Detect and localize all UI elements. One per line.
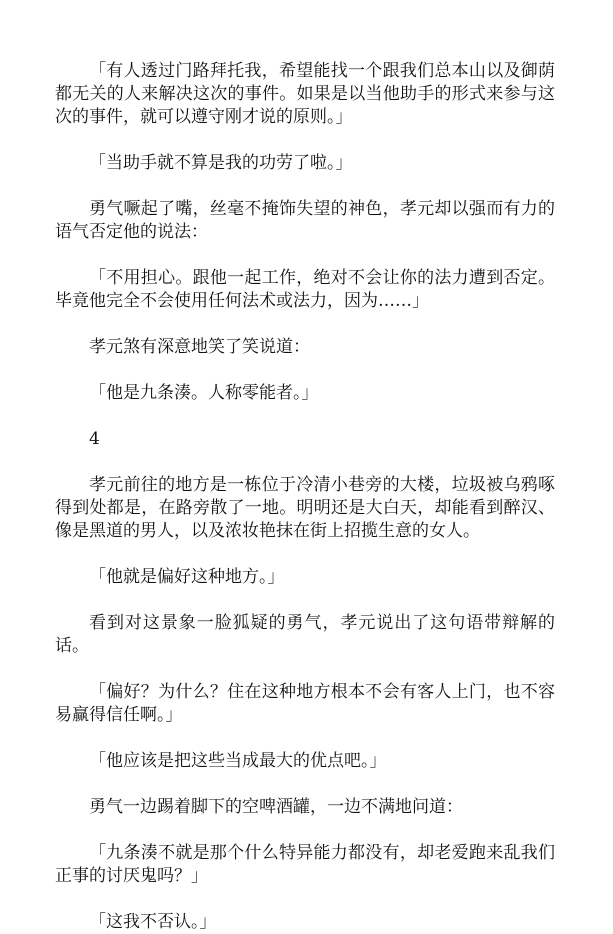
section-number: 4 (89, 429, 100, 449)
paragraph-3: 勇气噘起了嘴，丝毫不掩饰失望的神色，孝元却以强而有力的语气否定他的说法： (55, 199, 555, 242)
paragraph-6: 「他是九条湊。人称零能者。」 (89, 383, 319, 403)
paragraph-12: 勇气一边踢着脚下的空啤酒罐，一边不满地问道： (89, 797, 463, 817)
paragraph-7: 孝元前往的地方是一栋位于冷清小巷旁的大楼，垃圾被乌鸦啄得到处都是，在路旁散了一地。明明还是大白天，却能看到醉汉、像是黑道的男人，以及浓妆艳抹在街上招揽生意的女人。 (55, 475, 555, 541)
paragraph-2: 「当助手就不算是我的功劳了啦。」 (89, 153, 353, 173)
paragraph-8: 「他就是偏好这种地方。」 (89, 567, 285, 587)
paragraph-1: 「有人透过门路拜托我，希望能找一个跟我们总本山以及御荫都无关的人来解决这次的事件。如果是以当他助手的形式来参与这次的事件，就可以遵守刚才说的原则。」 (55, 61, 555, 127)
paragraph-9: 看到对这景象一脸狐疑的勇气，孝元说出了这句语带辩解的话。 (55, 613, 555, 656)
paragraph-5: 孝元煞有深意地笑了笑说道： (89, 337, 310, 357)
paragraph-4: 「不用担心。跟他一起工作，绝对不会让你的法力遭到否定。毕竟他完全不会使用任何法术或法力，因为……」 (55, 268, 555, 311)
paragraph-10: 「偏好？为什么？住在这种地方根本不会有客人上门，也不容易赢得信任啊。」 (55, 682, 555, 725)
paragraph-14: 「这我不否认。」 (89, 912, 217, 932)
paragraph-13: 「九条湊不就是那个什么特异能力都没有，却老爱跑来乱我们正事的讨厌鬼吗？」 (55, 843, 555, 886)
paragraph-11: 「他应该是把这些当成最大的优点吧。」 (89, 751, 387, 771)
